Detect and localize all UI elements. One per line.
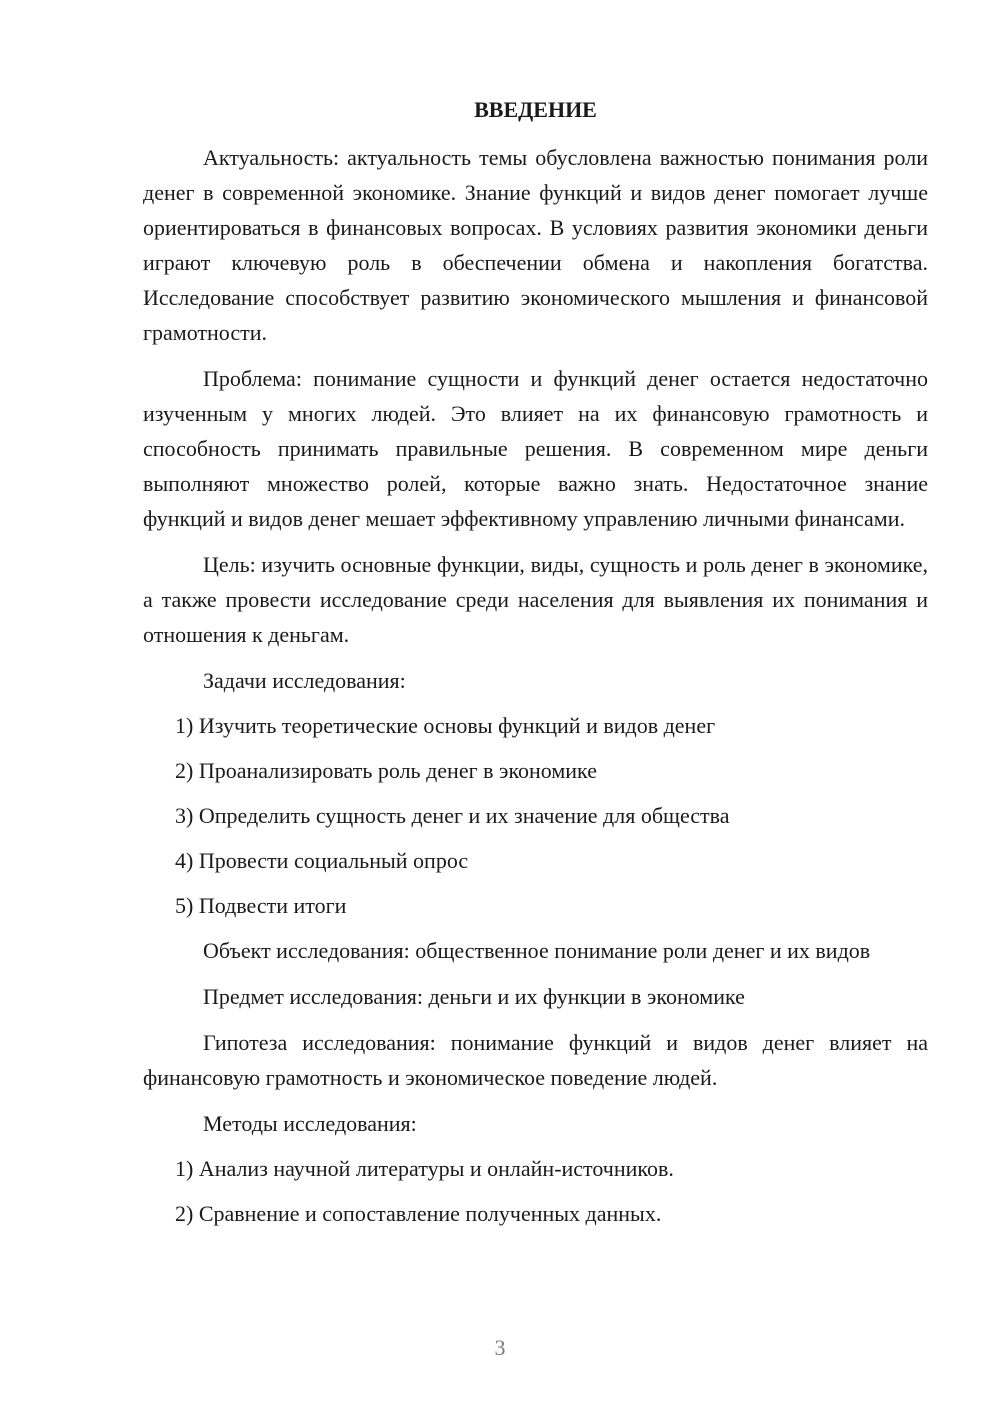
subject-paragraph: Предмет исследования: деньги и их функции в экономике xyxy=(203,984,745,1009)
tasks-heading: Задачи исследования: xyxy=(203,668,406,693)
task-item-5: 5) Подвести итоги xyxy=(175,893,347,918)
task-item-1: 1) Изучить теоретические основы функций и видов денег xyxy=(175,713,716,738)
problem-paragraph: Проблема: понимание сущности и функций денег остается недостаточно изученным у многих людей. Это влияет на их финансовую грамотность и способность принимать правильные решения. В современном мире деньги выполняют множество ролей, которые важно знать. Недостаточное знание функций и видов денег мешает эффективному управлению личными финансами. xyxy=(143,366,928,531)
methods-list xyxy=(143,1151,928,1231)
hypothesis-paragraph: Гипотеза исследования: понимание функций и видов денег влияет на финансовую грамотность и экономическое поведение людей. xyxy=(143,1030,928,1090)
document-page xyxy=(143,95,928,1241)
object-paragraph: Объект исследования: общественное понимание роли денег и их видов xyxy=(203,938,871,963)
task-item-2: 2) Проанализировать роль денег в экономике xyxy=(175,758,597,783)
page-number: 3 xyxy=(494,1335,506,1360)
goal-paragraph: Цель: изучить основные функции, виды, сущность и роль денег в экономике, а также провести исследование среди населения для выявления их понимания и отношения к деньгам. xyxy=(143,552,928,647)
method-item-1: 1) Анализ научной литературы и онлайн-источников. xyxy=(175,1156,674,1181)
tasks-list xyxy=(143,708,928,923)
task-item-3: 3) Определить сущность денег и их значение для общества xyxy=(175,803,730,828)
page-title: ВВЕДЕНИЕ xyxy=(474,97,597,122)
methods-heading: Методы исследования: xyxy=(203,1111,417,1136)
method-item-2: 2) Сравнение и сопоставление полученных данных. xyxy=(175,1201,662,1226)
task-item-4: 4) Провести социальный опрос xyxy=(175,848,469,873)
relevance-paragraph: Актуальность: актуальность темы обусловлена важностью понимания роли денег в современной экономике. Знание функций и видов денег помогает лучше ориентироваться в финансовых вопросах. В условиях развития экономики деньги играют ключевую роль в обеспечении обмена и накопления богатства. Исследование способствует развитию экономического мышления и финансовой грамотности. xyxy=(143,145,928,345)
